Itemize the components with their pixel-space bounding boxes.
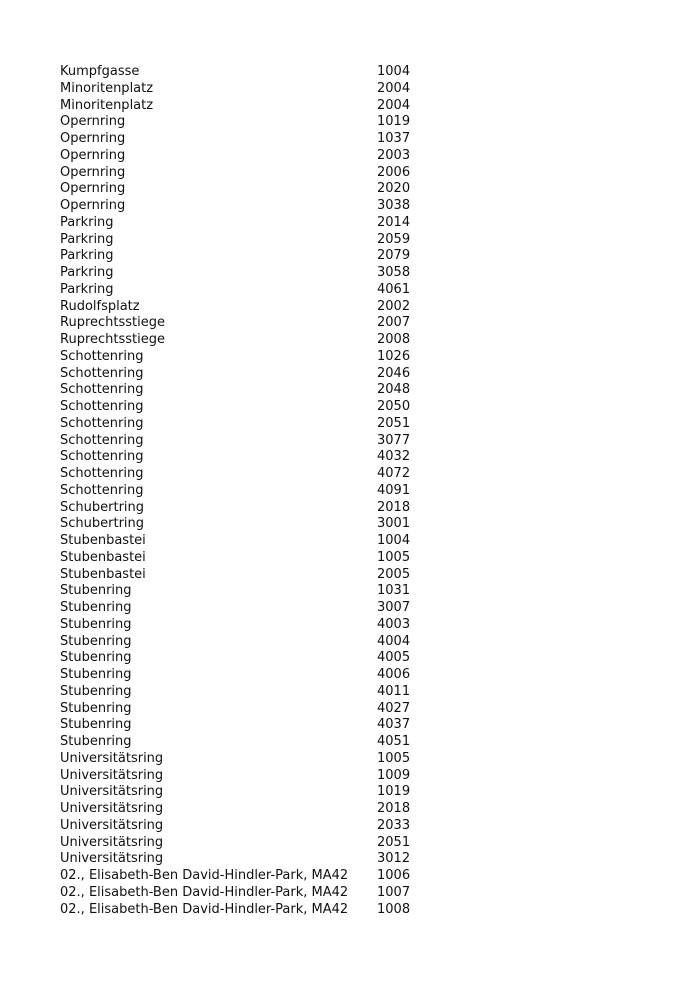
table-row — [60, 851, 420, 868]
table-row — [60, 81, 420, 98]
street-name-cell: Stubenbastei — [60, 566, 146, 582]
street-name-cell: Schubertring — [60, 499, 145, 515]
code-cell: 2033 — [377, 817, 411, 833]
code-cell: 4003 — [377, 616, 411, 632]
table-row — [60, 500, 420, 517]
table-row — [60, 416, 420, 433]
table-row — [60, 382, 420, 399]
street-name-cell: Stubenring — [60, 600, 132, 615]
code-cell: 1026 — [377, 348, 411, 364]
code-cell: 1037 — [377, 131, 411, 146]
code-cell: 4006 — [377, 667, 411, 682]
code-cell: 1031 — [377, 583, 411, 599]
table-row — [60, 433, 420, 450]
street-name-cell: Schottenring — [60, 449, 144, 465]
street-name-cell: Schottenring — [60, 399, 144, 414]
code-cell: 1019 — [377, 114, 411, 130]
code-cell: 2004 — [377, 80, 411, 96]
code-cell: 2051 — [377, 415, 411, 431]
code-cell: 2051 — [377, 834, 411, 850]
table-row — [60, 868, 420, 885]
table-row — [60, 181, 420, 198]
table-row — [60, 332, 420, 349]
street-name-cell: 02., Elisabeth-Ben David-Hindler-Park, MA42 — [60, 884, 349, 900]
code-cell: 1008 — [377, 901, 411, 917]
table-row — [60, 399, 420, 416]
street-name-cell: Stubenring — [60, 700, 132, 716]
code-cell: 4011 — [377, 683, 411, 699]
table-row — [60, 248, 420, 265]
street-name-cell: Opernring — [60, 164, 126, 180]
street-name-cell: Universitätsring — [60, 750, 164, 766]
street-name-cell: Stubenbastei — [60, 549, 146, 565]
table-row — [60, 131, 420, 148]
street-name-cell: Stubenring — [60, 734, 132, 749]
code-cell: 1005 — [377, 750, 411, 766]
street-name-cell: Parkring — [60, 248, 114, 264]
table-row — [60, 265, 420, 282]
street-name-cell: Schottenring — [60, 415, 144, 431]
code-cell: 1004 — [377, 64, 411, 79]
code-cell: 4091 — [377, 482, 411, 498]
table-row — [60, 299, 420, 316]
street-name-cell: Stubenbastei — [60, 533, 146, 548]
code-cell: 2050 — [377, 399, 411, 414]
table-row — [60, 483, 420, 500]
table-row — [60, 449, 420, 466]
street-name-cell: Opernring — [60, 131, 126, 146]
table-row — [60, 801, 420, 818]
code-cell: 1004 — [377, 533, 411, 548]
street-name-cell: Schottenring — [60, 348, 144, 364]
street-name-cell: Parkring — [60, 231, 114, 247]
street-name-cell: Stubenring — [60, 667, 132, 682]
table-row — [60, 818, 420, 835]
code-cell: 2003 — [377, 147, 411, 163]
table-row — [60, 215, 420, 232]
street-name-cell: 02., Elisabeth-Ben David-Hindler-Park, MA42 — [60, 868, 349, 883]
code-cell: 4061 — [377, 281, 411, 297]
street-name-cell: Minoritenplatz — [60, 80, 154, 96]
street-name-cell: Stubenring — [60, 583, 132, 599]
code-cell: 3058 — [377, 265, 411, 280]
table-row — [60, 667, 420, 684]
street-name-cell: Stubenring — [60, 633, 132, 649]
table-row — [60, 198, 420, 215]
code-cell: 3012 — [377, 851, 411, 867]
street-name-cell: Parkring — [60, 214, 114, 230]
street-name-cell: Parkring — [60, 265, 114, 280]
table-row — [60, 784, 420, 801]
table-row — [60, 684, 420, 701]
table-row — [60, 717, 420, 734]
table-row — [60, 232, 420, 249]
table-row — [60, 902, 420, 919]
street-name-cell: Universitätsring — [60, 817, 164, 833]
street-name-cell: Universitätsring — [60, 834, 164, 850]
code-cell: 3001 — [377, 516, 411, 532]
street-name-cell: Stubenring — [60, 616, 132, 632]
table-row — [60, 600, 420, 617]
table-row — [60, 533, 420, 550]
street-name-cell: Schubertring — [60, 516, 145, 532]
code-cell: 4072 — [377, 466, 411, 481]
street-name-cell: Opernring — [60, 198, 126, 213]
code-cell: 3007 — [377, 600, 411, 615]
code-cell: 2005 — [377, 566, 411, 582]
table-row — [60, 567, 420, 584]
code-cell: 1006 — [377, 868, 411, 883]
table-row — [60, 165, 420, 182]
code-cell: 3077 — [377, 432, 411, 448]
table-row — [60, 315, 420, 332]
code-cell: 2048 — [377, 382, 411, 398]
code-cell: 2020 — [377, 181, 411, 197]
code-cell: 4037 — [377, 717, 411, 733]
table-row — [60, 734, 420, 751]
code-cell: 1019 — [377, 784, 411, 800]
street-name-cell: Rudolfsplatz — [60, 298, 140, 314]
table-row — [60, 466, 420, 483]
table-row — [60, 617, 420, 634]
street-name-cell: Schottenring — [60, 382, 144, 398]
street-name-cell: Universitätsring — [60, 801, 164, 816]
table-row — [60, 64, 420, 81]
table-row — [60, 349, 420, 366]
table-row — [60, 835, 420, 852]
code-cell: 2004 — [377, 97, 411, 113]
code-cell: 1007 — [377, 884, 411, 900]
code-cell: 1005 — [377, 549, 411, 565]
street-name-cell: Stubenring — [60, 717, 132, 733]
code-cell: 2079 — [377, 248, 411, 264]
table-row — [60, 282, 420, 299]
code-cell: 2002 — [377, 298, 411, 314]
street-name-cell: Stubenring — [60, 650, 132, 666]
street-name-cell: Parkring — [60, 281, 114, 297]
code-cell: 2014 — [377, 214, 411, 230]
code-cell: 4005 — [377, 650, 411, 666]
street-name-cell: Universitätsring — [60, 767, 164, 783]
street-name-cell: Ruprechtsstiege — [60, 332, 165, 347]
table-row — [60, 550, 420, 567]
street-name-cell: Universitätsring — [60, 851, 164, 867]
street-name-cell: Schottenring — [60, 432, 144, 448]
street-name-cell: Universitätsring — [60, 784, 164, 800]
code-cell: 3038 — [377, 198, 411, 213]
code-cell: 2006 — [377, 164, 411, 180]
street-code-table — [60, 64, 420, 918]
code-cell: 2046 — [377, 365, 411, 381]
table-row — [60, 516, 420, 533]
table-row — [60, 98, 420, 115]
table-row — [60, 701, 420, 718]
table-row — [60, 148, 420, 165]
street-name-cell: Minoritenplatz — [60, 97, 154, 113]
code-cell: 2008 — [377, 332, 411, 347]
table-row — [60, 768, 420, 785]
table-row — [60, 634, 420, 651]
table-row — [60, 650, 420, 667]
street-name-cell: Opernring — [60, 114, 126, 130]
code-cell: 2007 — [377, 315, 411, 331]
street-name-cell: Schottenring — [60, 482, 144, 498]
street-name-cell: Opernring — [60, 147, 126, 163]
street-name-cell: 02., Elisabeth-Ben David-Hindler-Park, MA42 — [60, 901, 349, 917]
code-cell: 4027 — [377, 700, 411, 716]
street-name-cell: Schottenring — [60, 365, 144, 381]
street-name-cell: Ruprechtsstiege — [60, 315, 165, 331]
table-row — [60, 751, 420, 768]
code-cell: 4051 — [377, 734, 411, 749]
table-row — [60, 114, 420, 131]
street-name-cell: Schottenring — [60, 466, 144, 481]
street-name-cell: Kumpfgasse — [60, 64, 140, 79]
table-row — [60, 366, 420, 383]
code-cell: 2018 — [377, 499, 411, 515]
code-cell: 1009 — [377, 767, 411, 783]
street-name-cell: Stubenring — [60, 683, 132, 699]
table-row — [60, 885, 420, 902]
code-cell: 4032 — [377, 449, 411, 465]
code-cell: 4004 — [377, 633, 411, 649]
code-cell: 2018 — [377, 801, 411, 816]
street-name-cell: Opernring — [60, 181, 126, 197]
code-cell: 2059 — [377, 231, 411, 247]
table-row — [60, 583, 420, 600]
